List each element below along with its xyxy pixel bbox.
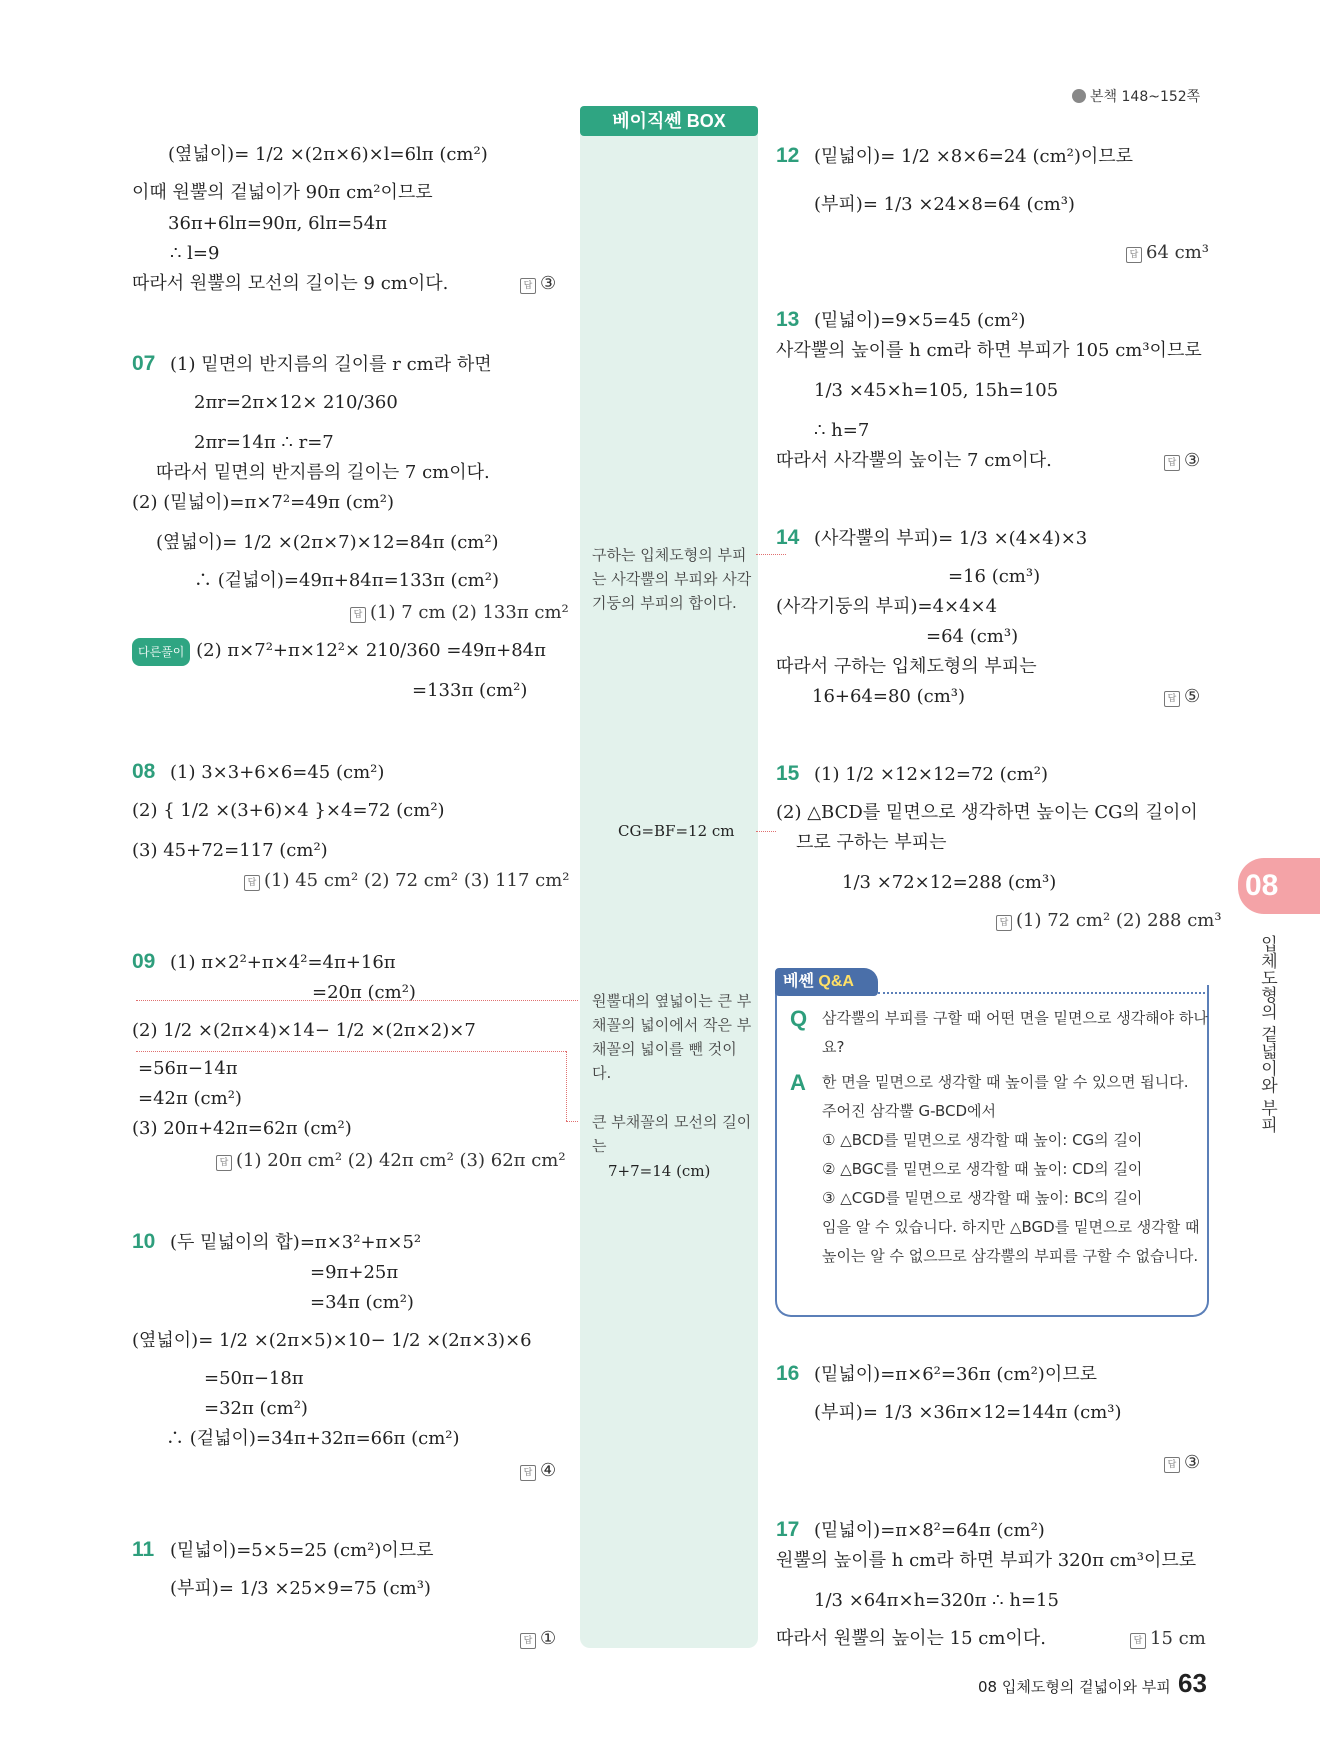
connector-line <box>756 554 786 555</box>
note-p14: 구하는 입체도형의 부피는 사각뿔의 부피와 사각기둥의 부피의 합이다. <box>592 546 752 612</box>
p13-line3: 1/3 ×45×h=105, 15h=105 <box>814 380 1059 401</box>
p10-answer: 답 ④ <box>520 1458 556 1484</box>
problem-number-14: 14 <box>776 526 800 549</box>
qa-answer-line1: 한 면을 밑면으로 생각할 때 높이를 알 수 있으면 됩니다. <box>822 1073 1189 1091</box>
qa-answer-line4: ② △BGC를 밑면으로 생각할 때 높이: CD의 길이 <box>822 1160 1143 1178</box>
alt-solution-badge: 다른풀이 <box>132 638 190 666</box>
problem-number-17: 17 <box>776 1518 800 1541</box>
answer-icon: 답 <box>996 915 1012 931</box>
p10-line7: ∴ (겉넓이)=34π+32π=66π (cm²) <box>166 1428 460 1449</box>
problem-number-08: 08 <box>132 760 156 783</box>
qa-tag: 베쎈 Q&A <box>775 968 878 996</box>
p09-line2: =20π (cm²) <box>312 982 416 1003</box>
basic-box-title: 베이직쎈 BOX <box>580 106 758 136</box>
p08-line1: (1) 3×3+6×6=45 (cm²) <box>170 762 385 783</box>
p14-line5: 따라서 구하는 입체도형의 부피는 <box>776 656 1037 677</box>
connector-line <box>566 1121 578 1122</box>
p13-answer: 답 ③ <box>1164 448 1200 474</box>
p16-line1: (밑넓이)=π×6²=36π (cm²)이므로 <box>814 1364 1097 1385</box>
p08-line2: (2) { 1/2 ×(3+6)×4 }×4=72 (cm²) <box>132 800 445 821</box>
p07-answer: 답 (1) 7 cm (2) 133π cm² <box>350 600 569 626</box>
qa-question-text: 삼각뿔의 부피를 구할 때 어떤 면을 밑면으로 생각해야 하나요? <box>822 1009 1208 1056</box>
problem-number-07: 07 <box>132 352 156 375</box>
p08-line3: (3) 45+72=117 (cm²) <box>132 840 328 861</box>
p12-line2: (부피)= 1/3 ×24×8=64 (cm³) <box>814 194 1075 215</box>
problem-number-16: 16 <box>776 1362 800 1385</box>
question-icon: Q <box>790 1006 808 1031</box>
qa-divider <box>878 992 1205 994</box>
p13-line4: ∴ h=7 <box>814 420 870 441</box>
p12-answer: 답 64 cm³ <box>1126 240 1209 266</box>
problem-number-11: 11 <box>132 1538 155 1561</box>
answer-icon: 답 <box>520 278 536 294</box>
answer-a-icon: A <box>790 1070 806 1095</box>
p06-line1: (옆넓이)= 1/2 ×(2π×6)×l=6lπ (cm²) <box>168 144 488 165</box>
p07-line6: (옆넓이)= 1/2 ×(2π×7)×12=84π (cm²) <box>156 532 499 553</box>
p07-line5: (2) (밑넓이)=π×7²=49π (cm²) <box>132 492 395 513</box>
connector-line <box>136 1000 578 1001</box>
p13-line1: (밑넓이)=9×5=45 (cm²) <box>814 310 1026 331</box>
p09-line4: =56π−14π <box>138 1058 238 1079</box>
p17-line3: 1/3 ×64π×h=320π ∴ h=15 <box>814 1590 1059 1611</box>
p15-line3: 므로 구하는 부피는 <box>796 832 947 853</box>
answer-icon: 답 <box>216 1155 232 1171</box>
p09-line3: (2) 1/2 ×(2π×4)×14− 1/2 ×(2π×2)×7 <box>132 1020 476 1041</box>
problem-number-15: 15 <box>776 762 800 785</box>
problem-number-13: 13 <box>776 308 800 331</box>
answer-icon: 답 <box>1126 247 1142 263</box>
p10-line6: =32π (cm²) <box>204 1398 308 1419</box>
p13-line2: 사각뿔의 높이를 h cm라 하면 부피가 105 cm³이므로 <box>776 340 1202 361</box>
p07-line7: ∴ (겉넓이)=49π+84π=133π (cm²) <box>194 570 499 591</box>
p07-alt-line2: =133π (cm²) <box>412 680 528 701</box>
qa-answer-line3: ① △BCD를 밑면으로 생각할 때 높이: CG의 길이 <box>822 1131 1143 1149</box>
p07-line2: 2πr=2π×12× 210/360 <box>194 392 398 413</box>
connector-line <box>756 831 776 832</box>
answer-icon: 답 <box>1164 1457 1180 1473</box>
answer-icon: 답 <box>1164 455 1180 471</box>
p10-line3: =34π (cm²) <box>310 1292 414 1313</box>
p11-line1: (밑넓이)=5×5=25 (cm²)이므로 <box>170 1540 434 1561</box>
problem-number-10: 10 <box>132 1230 156 1253</box>
p16-line2: (부피)= 1/3 ×36π×12=144π (cm³) <box>814 1402 1122 1423</box>
p15-line1: (1) 1/2 ×12×12=72 (cm²) <box>814 764 1048 785</box>
p17-answer: 답 15 cm <box>1130 1626 1206 1652</box>
p14-answer: 답 ⑤ <box>1164 684 1200 710</box>
p09-line1: (1) π×2²+π×4²=4π+16π <box>170 952 396 973</box>
p06-answer: 답 ③ <box>520 271 556 297</box>
connector-line <box>136 1051 566 1052</box>
p11-line2: (부피)= 1/3 ×25×9=75 (cm³) <box>170 1578 431 1599</box>
book-reference: 본책 148~152쪽 <box>1072 86 1200 106</box>
p14-line1: (사각뿔의 부피)= 1/3 ×(4×4)×3 <box>814 528 1088 549</box>
p15-line2: (2) △BCD를 밑면으로 생각하면 높이는 CG의 길이이 <box>776 802 1198 823</box>
p15-line4: 1/3 ×72×12=288 (cm³) <box>842 872 1057 893</box>
p07-line4: 따라서 밑면의 반지름의 길이는 7 cm이다. <box>156 462 490 483</box>
p09-answer: 답 (1) 20π cm² (2) 42π cm² (3) 62π cm² <box>216 1148 566 1174</box>
connector-line <box>566 1051 567 1121</box>
qa-answer-line5: ③ △CGD를 밑면으로 생각할 때 높이: BC의 길이 <box>822 1189 1143 1207</box>
answer-icon: 답 <box>1164 691 1180 707</box>
basic-box-column <box>580 118 758 1648</box>
p10-line5: =50π−18π <box>204 1368 304 1389</box>
p11-answer: 답 ① <box>520 1626 556 1652</box>
p10-line2: =9π+25π <box>310 1262 399 1283</box>
p06-line4: ∴ l=9 <box>170 243 220 264</box>
p06-line2: 이때 원뿔의 겉넓이가 90π cm²이므로 <box>132 182 433 203</box>
note-p09-c: 7+7=14 (cm) <box>608 1162 711 1180</box>
p08-answer: 답 (1) 45 cm² (2) 72 cm² (3) 117 cm² <box>244 868 570 894</box>
footer-chapter: 08 입체도형의 겉넓이와 부피 <box>978 1678 1171 1696</box>
answer-icon: 답 <box>350 607 366 623</box>
qa-answer-line2: 주어진 삼각뿔 G-BCD에서 <box>822 1102 997 1120</box>
problem-number-12: 12 <box>776 144 800 167</box>
p06-line3: 36π+6lπ=90π, 6lπ=54π <box>168 213 387 234</box>
chapter-side-title: 입체도형의 겉넓이와 부피 <box>1257 935 1277 1133</box>
p07-line1: (1) 밑면의 반지름의 길이를 r cm라 하면 <box>170 354 492 375</box>
problem-number-09: 09 <box>132 950 156 973</box>
p14-line4: =64 (cm³) <box>926 626 1019 647</box>
p13-line5: 따라서 사각뿔의 높이는 7 cm이다. <box>776 450 1052 471</box>
p14-line2: =16 (cm³) <box>948 566 1041 587</box>
reference-icon <box>1072 89 1086 103</box>
p10-line4: (옆넓이)= 1/2 ×(2π×5)×10− 1/2 ×(2π×3)×6 <box>132 1330 532 1351</box>
p14-line3: (사각기둥의 부피)=4×4×4 <box>776 596 998 617</box>
answer-icon: 답 <box>520 1633 536 1649</box>
p17-line2: 원뿔의 높이를 h cm라 하면 부피가 320π cm³이므로 <box>776 1550 1197 1571</box>
p12-line1: (밑넓이)= 1/2 ×8×6=24 (cm²)이므로 <box>814 146 1134 167</box>
chapter-side-tab: 08 <box>1238 858 1320 914</box>
p15-answer: 답 (1) 72 cm² (2) 288 cm³ <box>996 908 1222 934</box>
p06-line5: 따라서 원뿔의 모선의 길이는 9 cm이다. <box>132 273 449 294</box>
note-p09-b: 큰 부채꼴의 모선의 길이는 <box>592 1113 752 1155</box>
answer-icon: 답 <box>520 1465 536 1481</box>
page-number: 63 <box>1178 1668 1207 1698</box>
note-p09-a: 원뿔대의 옆넓이는 큰 부채꼴의 넓이에서 작은 부채꼴의 넓이를 뺀 것이다. <box>592 992 752 1082</box>
p09-line5: =42π (cm²) <box>138 1088 242 1109</box>
answer-icon: 답 <box>1130 1633 1146 1649</box>
p17-line4: 따라서 원뿔의 높이는 15 cm이다. <box>776 1628 1046 1649</box>
p07-alt-line1: 다른풀이 (2) π×7²+π×12²× 210/360 =49π+84π <box>132 638 546 666</box>
p07-line3: 2πr=14π ∴ r=7 <box>194 432 334 453</box>
p14-line6: 16+64=80 (cm³) <box>812 686 966 707</box>
qa-answer-line6: 임을 알 수 있습니다. 하지만 △BGD를 밑면으로 생각할 때 높이는 알 수 없으므로 삼각뿔의 부피를 구할 수 없습니다. <box>822 1218 1200 1265</box>
p09-line6: (3) 20π+42π=62π (cm²) <box>132 1118 352 1139</box>
p17-line1: (밑넓이)=π×8²=64π (cm²) <box>814 1520 1045 1541</box>
note-p15: CG=BF=12 cm <box>618 822 735 840</box>
answer-icon: 답 <box>244 875 260 891</box>
p10-line1: (두 밑넓이의 합)=π×3²+π×5² <box>170 1232 422 1253</box>
p16-answer: 답 ③ <box>1164 1450 1200 1476</box>
